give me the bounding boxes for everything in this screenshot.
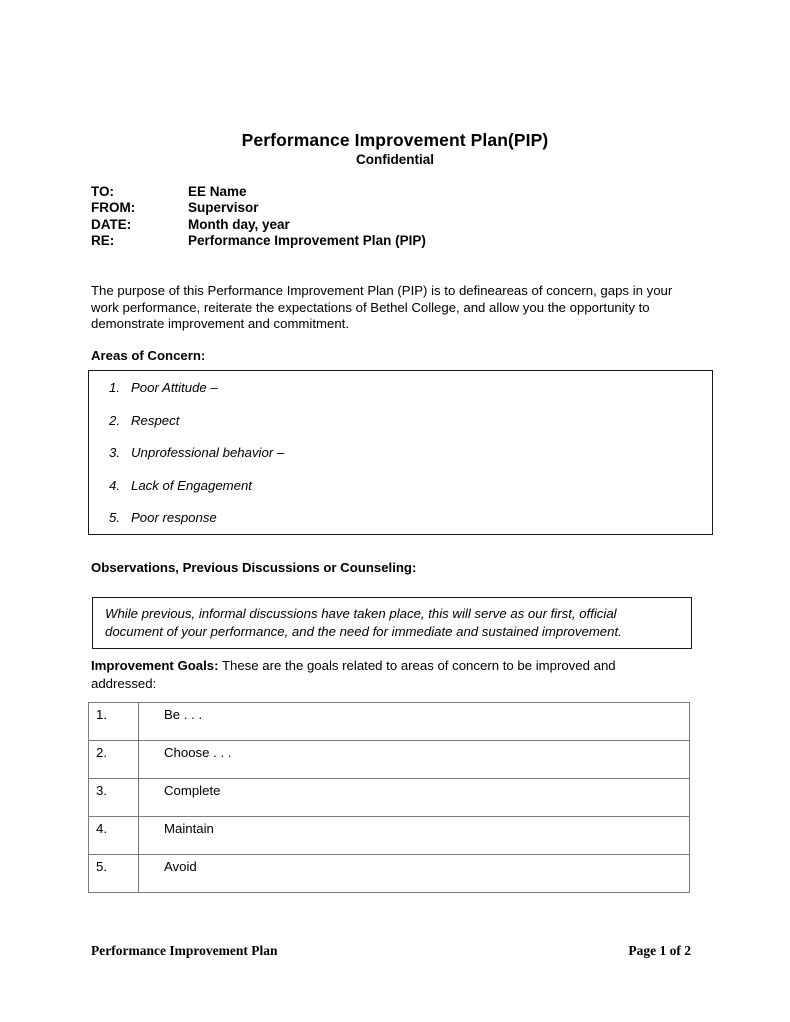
list-item	[109, 380, 669, 413]
list-item-label: Poor response	[131, 510, 217, 526]
memo-value-from: Supervisor	[188, 200, 259, 216]
footer-document-name: Performance Improvement Plan	[91, 943, 278, 958]
memo-label-from: FROM:	[91, 200, 136, 216]
goal-text: Choose . . .	[139, 741, 690, 779]
list-item	[109, 510, 669, 543]
improvement-goals-table	[88, 702, 690, 893]
table-row	[89, 817, 690, 855]
list-item-label: Poor Attitude –	[131, 380, 218, 395]
areas-of-concern-heading: Areas of Concern:	[91, 348, 206, 363]
memo-label-to: TO:	[91, 184, 114, 199]
improvement-goals-intro	[91, 657, 676, 692]
memo-row-from	[91, 200, 711, 216]
observations-box	[92, 597, 692, 649]
page-title: Performance Improvement Plan(PIP)	[241, 130, 549, 150]
goal-number: 2.	[89, 741, 139, 779]
goal-text: Complete	[139, 779, 690, 817]
table-row	[89, 703, 690, 741]
table-row	[89, 741, 690, 779]
list-item	[109, 478, 669, 511]
goal-number: 4.	[89, 817, 139, 855]
purpose-paragraph: The purpose of this Performance Improvement Plan (PIP) is to defineareas of concern, gaps in your work performance, reiterate the expectations of Bethel College, and allow you the opportunity to demonstrate improvement and commitment.	[91, 283, 673, 332]
list-item-number: 3.	[109, 445, 120, 461]
memo-label-date: DATE:	[91, 216, 132, 232]
goal-text: Be . . .	[139, 703, 690, 741]
memo-value-date: Month day, year	[188, 216, 290, 232]
list-item-label: Respect	[131, 412, 180, 428]
memo-value-to: EE Name	[188, 184, 247, 199]
observations-heading: Observations, Previous Discussions or Counseling:	[91, 560, 417, 575]
goal-number: 3.	[89, 779, 139, 817]
improvement-goals-label: Improvement Goals:	[91, 658, 219, 673]
improvement-goals-description: These are the goals related to areas of concern to be improved and addressed:	[91, 658, 616, 691]
list-item-number: 4.	[109, 477, 120, 493]
goal-text: Avoid	[139, 855, 690, 893]
table-row	[89, 779, 690, 817]
memo-row-re	[91, 233, 711, 249]
goal-number: 5.	[89, 855, 139, 893]
page-subtitle: Confidential	[356, 152, 434, 167]
observations-text: While previous, informal discussions have taken place, this will serve as our first, official document of your performance, and the need for immediate and sustained improvement.	[105, 606, 622, 639]
memo-value-re: Performance Improvement Plan (PIP)	[188, 232, 426, 248]
goal-text: Maintain	[139, 817, 690, 855]
areas-of-concern-list	[109, 380, 669, 543]
page-footer	[91, 943, 691, 959]
memo-label-re: RE:	[91, 232, 115, 248]
list-item-number: 2.	[109, 412, 120, 428]
memo-header	[91, 184, 711, 249]
list-item-number: 5.	[109, 510, 120, 526]
areas-of-concern-box	[88, 370, 713, 535]
memo-row-date	[91, 217, 711, 233]
memo-row-to	[91, 184, 711, 200]
list-item	[109, 413, 669, 446]
list-item-label: Lack of Engagement	[131, 477, 252, 493]
table-row	[89, 855, 690, 893]
list-item-number: 1.	[109, 380, 120, 395]
footer-page-number: Page 1 of 2	[628, 943, 691, 958]
list-item-label: Unprofessional behavior –	[131, 445, 285, 461]
goal-number: 1.	[89, 703, 139, 741]
list-item	[109, 445, 669, 478]
